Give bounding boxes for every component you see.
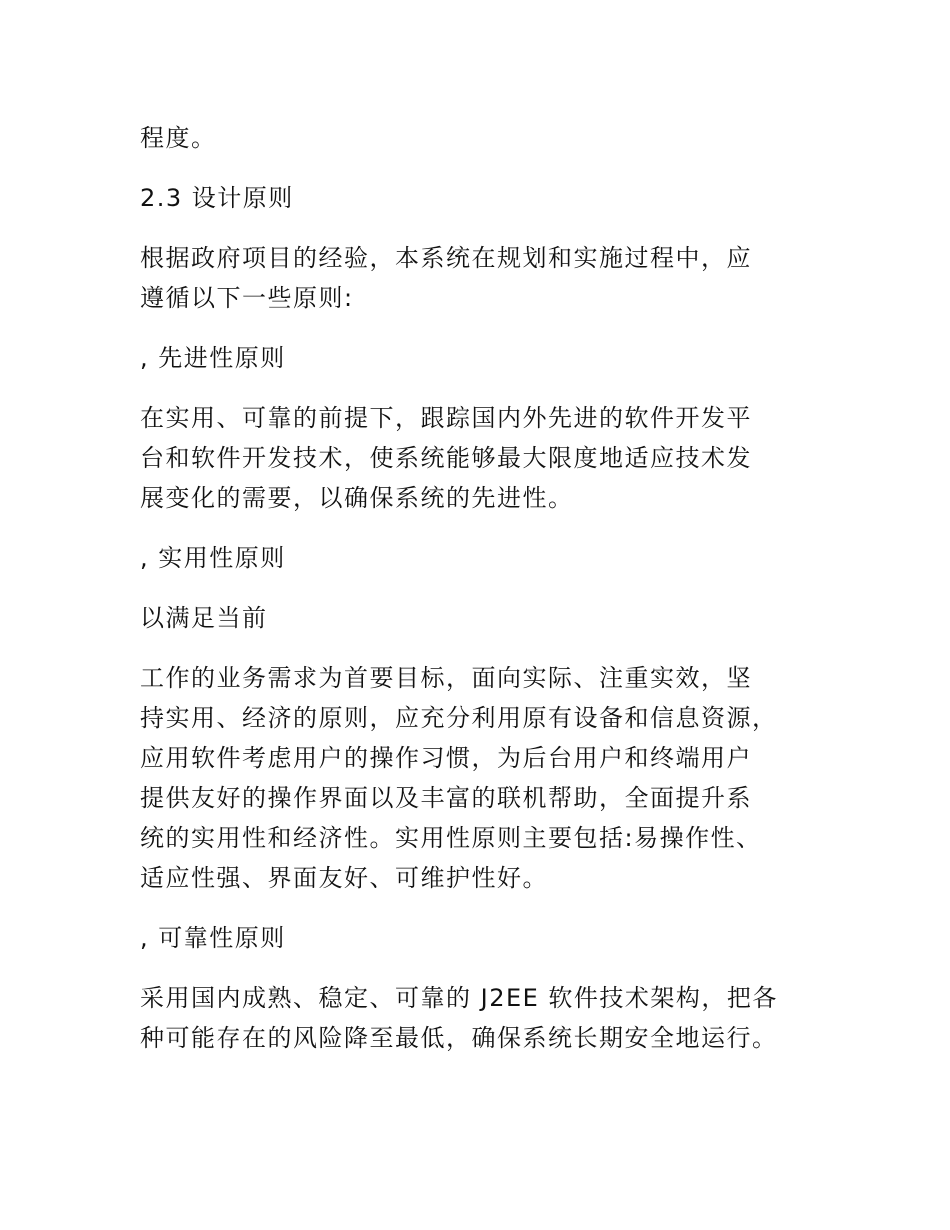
text-line: 展变化的需要，以确保系统的先进性。 [140,484,574,512]
text-line: 提供友好的操作界面以及丰富的联机帮助，全面提升系 [140,784,752,812]
text-line: 遵循以下一些原则: [140,284,354,312]
principle-heading [140,338,820,378]
text-line: 以满足当前 [140,604,268,632]
paragraph [140,978,820,1058]
text-line: 台和软件开发技术，使系统能够最大限度地适应技术发 [140,444,752,472]
text-line: 适应性强、界面友好、可维护性好。 [140,864,548,892]
text-line: 工作的业务需求为首要目标，面向实际、注重实效，坚 [140,664,752,692]
text-line: 种可能存在的风险降至最低，确保系统长期安全地运行。 [140,1024,778,1052]
document-body [140,118,820,1078]
text-line: 采用国内成熟、稳定、可靠的 J2EE 软件技术架构，把各 [140,984,778,1012]
text-line: 持实用、经济的原则，应充分利用原有设备和信息资源， [140,704,778,732]
text-line: , 实用性原则 [140,544,286,572]
principle-heading [140,918,820,958]
paragraph [140,238,820,318]
paragraph [140,598,820,638]
principle-heading [140,538,820,578]
text-line: 应用软件考虑用户的操作习惯，为后台用户和终端用户 [140,744,752,772]
text-line: 程度。 [140,124,217,152]
text-line: 统的实用性和经济性。实用性原则主要包括:易操作性、 [140,824,762,852]
text-line: , 先进性原则 [140,344,286,372]
section-heading [140,178,820,218]
text-line: , 可靠性原则 [140,924,286,952]
paragraph [140,658,820,898]
paragraph [140,118,820,158]
text-line: 根据政府项目的经验，本系统在规划和实施过程中，应 [140,244,752,272]
text-line: 2.3 设计原则 [140,184,294,212]
text-line: 在实用、可靠的前提下，跟踪国内外先进的软件开发平 [140,404,752,432]
paragraph [140,398,820,518]
